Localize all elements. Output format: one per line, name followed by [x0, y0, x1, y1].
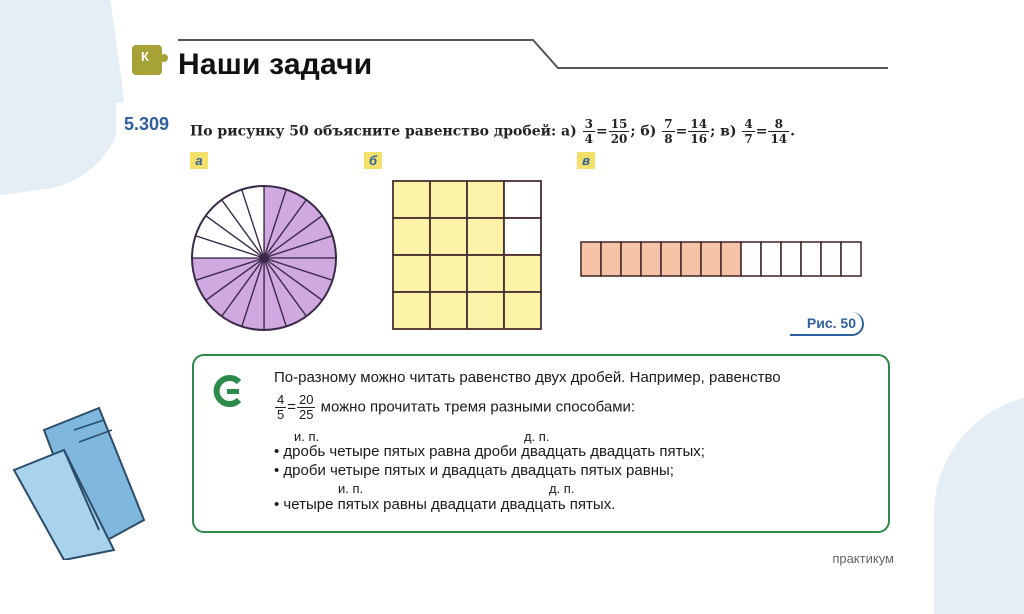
figure-label-b: б: [364, 152, 382, 169]
grid-cell: [430, 181, 467, 218]
puzzle-badge-icon: [131, 44, 169, 78]
fraction: $\frac{14}{16}$: [690, 117, 708, 146]
grid-figure: [391, 179, 543, 331]
figure-label-a: а: [190, 152, 208, 169]
grid-cell: [393, 218, 430, 255]
grid-cell: [504, 255, 541, 292]
grid-cell: [467, 255, 504, 292]
strip-cell: [761, 242, 781, 276]
grid-cell: [430, 292, 467, 329]
rule-bullet-3: • четыре пятых равны двадцати двадцать пятых.: [274, 496, 616, 513]
strip-cell: [821, 242, 841, 276]
grid-cell: [393, 292, 430, 329]
grid-cell: [504, 218, 541, 255]
grid-cell: [430, 218, 467, 255]
grid-cell: [504, 181, 541, 218]
book-icon: [4, 400, 154, 560]
grid-cell: [467, 218, 504, 255]
problem-number: 5.309: [124, 114, 170, 134]
fraction: $\frac{4}{7}$: [744, 117, 753, 146]
label-dp: д. п.: [524, 429, 550, 444]
separator: ; б): [630, 123, 657, 140]
strip-cell: [801, 242, 821, 276]
rule-text: можно прочитать тремя разными способами:: [320, 398, 636, 416]
textbook-scan: [116, 103, 908, 541]
strip-cell: [781, 242, 801, 276]
rule-box: [192, 354, 890, 533]
fraction: $\frac{15}{20}$: [610, 117, 628, 146]
fraction: $\frac{7}{8}$: [664, 117, 673, 146]
grid-cell: [467, 292, 504, 329]
problem-text: По рисунку 50 объясните равенство дробей: а): [190, 123, 577, 140]
grid-cell: [393, 255, 430, 292]
strip-cell: [681, 242, 701, 276]
separator: .: [790, 123, 796, 140]
strip-figure: [579, 240, 865, 278]
rule-bullet-1: • дробь четыре пятых равна дроби двадцать двадцать пятых;: [274, 443, 705, 460]
strip-cell: [621, 242, 641, 276]
grid-cell: [430, 255, 467, 292]
decor-blob-bottom-right: [934, 394, 1024, 614]
badge-letter: К: [141, 49, 149, 64]
grid-cell: [467, 181, 504, 218]
rule-line-2: $\frac{4}{5}$ = $\frac{20}{25}$ можно прочитать тремя разными способами:: [277, 392, 636, 422]
figure-label-c: в: [577, 152, 595, 169]
strip-cell: [601, 242, 621, 276]
strip-cell: [641, 242, 661, 276]
strip-cell: [841, 242, 861, 276]
rule-logo-icon: [212, 374, 246, 408]
strip-cell: [661, 242, 681, 276]
figure-caption: Рис. 50: [790, 312, 864, 336]
decor-blob-top-left: [0, 0, 135, 201]
label-ip: и. п.: [338, 481, 364, 496]
fraction: $\frac{4}{5}$: [277, 392, 285, 422]
fraction: $\frac{20}{25}$: [299, 392, 314, 422]
footer-label: практикум: [832, 551, 894, 566]
page-title: Наши задачи: [178, 48, 373, 81]
strip-cell: [741, 242, 761, 276]
rule-line-1: По-разному можно читать равенство двух дробей. Например, равенство: [274, 369, 781, 386]
grid-cell: [393, 181, 430, 218]
strip-cell: [721, 242, 741, 276]
label-dp: д. п.: [549, 481, 575, 496]
fraction: $\frac{3}{4}$: [584, 117, 593, 146]
strip-cell: [701, 242, 721, 276]
label-ip: и. п.: [294, 429, 320, 444]
fraction: $\frac{8}{14}$: [770, 117, 788, 146]
rule-bullet-2: • дроби четыре пятых и двадцать двадцать пятых равны;: [274, 462, 674, 479]
separator: ; в): [710, 123, 737, 140]
grid-cell: [504, 292, 541, 329]
circle-figure: [189, 183, 339, 333]
problem-statement: По рисунку 50 объясните равенство дробей: а) $\frac{3}{4}$ = $\frac{15}{20}$ ; б) $\frac{7}{8}$ = $\frac{14}{16}$ ; в) $\frac{4}{7}$ = $\frac{8}{14}$ .: [190, 117, 796, 146]
strip-cell: [581, 242, 601, 276]
